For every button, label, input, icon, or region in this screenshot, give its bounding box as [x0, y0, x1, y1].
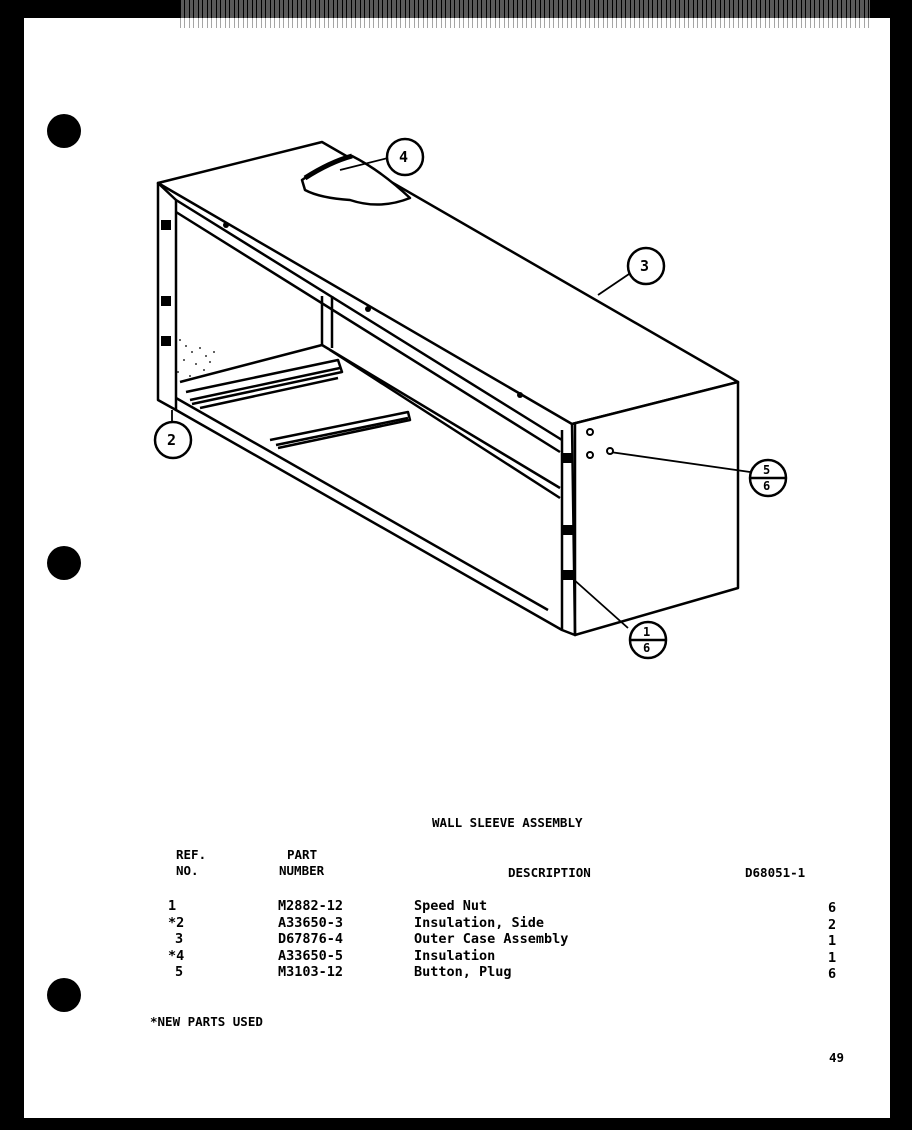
callout-1-label: 1 — [643, 625, 651, 639]
row-description: Outer Case Assembly — [414, 931, 569, 947]
row-description: Insulation — [414, 948, 496, 964]
row-qty: 6 — [828, 900, 837, 916]
parts-list-title: WALL SLEEVE ASSEMBLY — [432, 815, 583, 830]
row-ref: 3 — [175, 931, 184, 947]
row-ref: *2 — [168, 915, 185, 931]
header-part-line2: NUMBER — [279, 863, 325, 878]
row-qty: 1 — [828, 950, 837, 966]
row-description: Insulation, Side — [414, 915, 545, 931]
row-qty: 6 — [828, 966, 837, 982]
header-ref-line2: NO. — [176, 863, 199, 878]
callout-4-label: 4 — [399, 148, 409, 166]
row-part-number: M3103-12 — [278, 964, 344, 980]
row-part-number: D67876-4 — [278, 931, 344, 947]
row-description: Speed Nut — [414, 898, 488, 914]
drawing-number: D68051-1 — [745, 865, 806, 880]
row-part-number: A33650-5 — [278, 948, 344, 964]
row-part-number: M2882-12 — [278, 898, 344, 914]
row-ref: *4 — [168, 948, 185, 964]
callout-1-6-bottom-label: 6 — [643, 641, 651, 655]
callout-2-label: 2 — [167, 431, 177, 449]
callout-3-label: 3 — [640, 257, 650, 275]
row-description: Button, Plug — [414, 964, 512, 980]
footnote: *NEW PARTS USED — [150, 1014, 263, 1029]
row-ref: 5 — [175, 964, 184, 980]
header-description: DESCRIPTION — [508, 865, 591, 880]
row-ref: 1 — [168, 898, 177, 914]
header-ref-line1: REF. — [176, 847, 207, 862]
row-qty: 1 — [828, 933, 837, 949]
page-number: 49 — [829, 1050, 845, 1065]
row-qty: 2 — [828, 917, 837, 933]
callout-5-label: 5 — [763, 463, 771, 477]
callout-6-label: 6 — [763, 479, 771, 493]
row-part-number: A33650-3 — [278, 915, 344, 931]
header-part-line1: PART — [287, 847, 318, 862]
